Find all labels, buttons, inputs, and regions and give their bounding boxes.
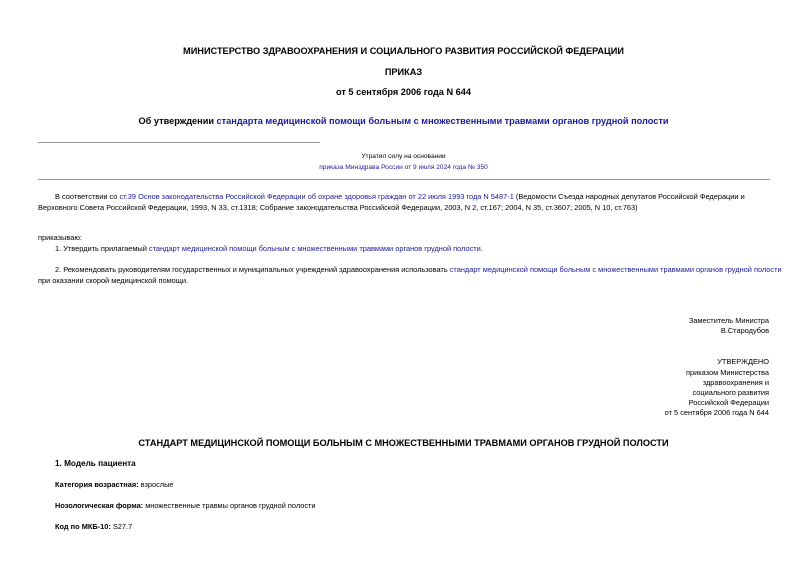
field-value: взрослые — [138, 480, 174, 489]
field-value: S27.7 — [110, 522, 133, 531]
status-link[interactable]: приказа Минздрава России от 9 июля 2024 года № 350 — [319, 164, 488, 171]
icd-code — [55, 522, 132, 532]
field-label: Категория возрастная: — [55, 480, 139, 489]
approved-line: Российской Федерации — [688, 398, 769, 407]
order-item-1 — [55, 244, 483, 254]
standard-link[interactable]: стандарт медицинской помощи больным с множественными травмами органов грудной полости — [148, 244, 481, 253]
preamble-line-1 — [55, 192, 770, 202]
signature-position: Заместитель Министра — [688, 316, 769, 325]
preamble-line-2: Верховного Совета Российской Федерации, 1993, N 33, ст.1318; Собрание законодательства Российской Федерации, 2003, N 2, ст.167; 2004, N 35, ст.3607; 2005, N 10, ст.763) — [38, 203, 638, 212]
standard-link[interactable]: стандарт медицинской помощи больным с множественными травмами органов грудной полости — [449, 265, 782, 274]
doc-title-prefix: Об утверждении — [138, 116, 217, 126]
field-label: Код по МКБ-10: — [55, 522, 111, 531]
divider — [38, 142, 320, 143]
standard-title: СТАНДАРТ МЕДИЦИНСКОЙ ПОМОЩИ БОЛЬНЫМ С МНОЖЕСТВЕННЫМИ ТРАВМАМИ ОРГАНОВ ГРУДНОЙ ПОЛОСТИ — [138, 438, 669, 448]
preamble-text: (Ведомости Съезда народных депутатов Российской Федерации и — [513, 192, 745, 201]
divider — [38, 179, 770, 180]
signature-name: В.Стародубов — [720, 326, 769, 335]
approved-line: здравоохранения и — [702, 378, 769, 387]
section-heading: 1. Модель пациента — [55, 459, 136, 468]
nosology-form — [55, 501, 316, 511]
approved-line: социального развития — [692, 388, 769, 397]
order-text: 1. Утвердить прилагаемый — [55, 244, 149, 253]
approved-line: приказом Министерства — [686, 368, 769, 377]
ministry-title: МИНИСТЕРСТВО ЗДРАВООХРАНЕНИЯ И СОЦИАЛЬНОГО РАЗВИТИЯ РОССИЙСКОЙ ФЕДЕРАЦИИ — [183, 46, 624, 56]
preamble-text: В соответствии со — [55, 192, 120, 201]
approved-heading: УТВЕРЖДЕНО — [717, 357, 769, 366]
order-item-2 — [55, 265, 782, 275]
field-label: Нозологическая форма: — [55, 501, 144, 510]
age-category — [55, 480, 174, 490]
approved-date: от 5 сентября 2006 года N 644 — [664, 408, 769, 417]
doc-title-link[interactable]: стандарта медицинской помощи больным с множественными травмами органов грудной полости — [216, 116, 669, 126]
field-value: множественные травмы органов грудной полости — [143, 501, 316, 510]
doc-date: от 5 сентября 2006 года N 644 — [335, 87, 471, 97]
doc-title — [0, 116, 807, 127]
status-text: Утратил силу на основании — [361, 153, 446, 160]
order-item-2-cont: при оказании скорой медицинской помощи. — [38, 276, 189, 285]
order-text: . — [480, 244, 483, 253]
preamble-law-link[interactable]: ст.39 Основ законодательства Российской Федерации об охране здоровья граждан от 22 июля 1993 года N 5487-1 — [119, 192, 514, 201]
order-intro: приказываю: — [38, 233, 82, 242]
doc-type: ПРИКАЗ — [384, 67, 423, 77]
order-text: 2. Рекомендовать руководителям государственных и муниципальных учреждений здравоохранения использовать — [55, 265, 450, 274]
